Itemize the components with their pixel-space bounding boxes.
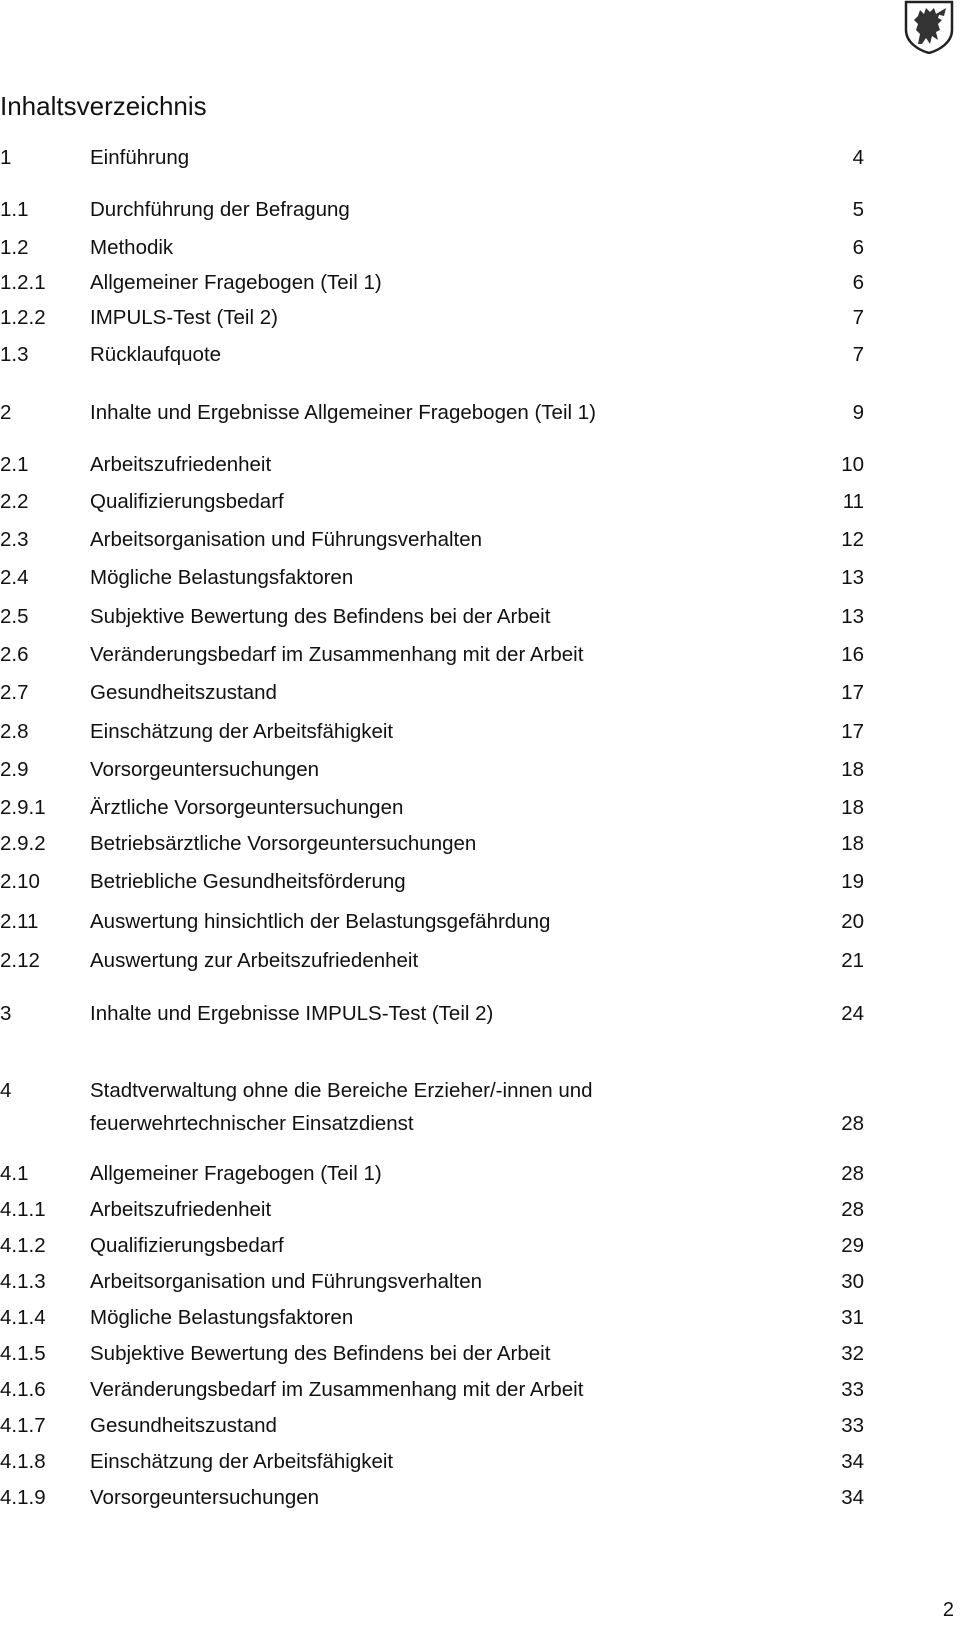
coat-of-arms-lion-icon	[902, 0, 956, 54]
toc-entry	[0, 718, 864, 746]
toc-entry	[0, 488, 864, 516]
toc-section-title: Allgemeiner Fragebogen (Teil 1)	[90, 271, 382, 294]
toc-section-number: 1.2	[0, 236, 29, 259]
toc-entry	[0, 234, 864, 262]
toc-section-number: 2.7	[0, 681, 29, 704]
toc-section-number: 2.9.2	[0, 832, 46, 855]
toc-section-number: 1.1	[0, 198, 29, 221]
toc-section-number: 4	[0, 1079, 12, 1102]
toc-section-title: Gesundheitszustand	[90, 1414, 277, 1437]
toc-page-number: 19	[841, 870, 864, 893]
toc-section-number: 4.1.6	[0, 1378, 46, 1401]
toc-page-number: 7	[852, 306, 864, 329]
toc-page-number: 6	[852, 236, 864, 259]
toc-section-number: 1	[0, 146, 12, 169]
toc-entry	[0, 144, 864, 172]
toc-section-title: Inhalte und Ergebnisse IMPULS-Test (Teil 2)	[90, 1002, 494, 1025]
toc-page-number: 13	[841, 566, 864, 589]
toc-section-number: 2	[0, 401, 12, 424]
toc-section-number: 2.5	[0, 605, 29, 628]
toc-section-title: Veränderungsbedarf im Zusammenhang mit der Arbeit	[90, 643, 584, 666]
toc-entry	[0, 196, 864, 224]
toc-section-title: Qualifizierungsbedarf	[90, 1234, 284, 1257]
toc-entry	[0, 1077, 864, 1141]
toc-page-number: 17	[841, 681, 864, 704]
toc-section-title: Subjektive Bewertung des Befindens bei der Arbeit	[90, 1342, 551, 1365]
toc-entry	[0, 947, 864, 975]
toc-page-number: 32	[841, 1342, 864, 1365]
toc-section-number: 4.1.5	[0, 1342, 46, 1365]
toc-section-number: 2.2	[0, 490, 29, 513]
toc-page-number: 29	[841, 1234, 864, 1257]
toc-page-number: 17	[841, 720, 864, 743]
toc-section-number: 2.10	[0, 870, 40, 893]
toc-section-title: Vorsorgeuntersuchungen	[90, 758, 320, 781]
toc-page-number: 10	[841, 453, 864, 476]
toc-entry	[0, 1484, 864, 1512]
toc-section-title: Betriebsärztliche Vorsorgeuntersuchungen	[90, 832, 477, 855]
toc-section-number: 2.6	[0, 643, 29, 666]
toc-section-title: Mögliche Belastungsfaktoren	[90, 1306, 354, 1329]
toc-section-title: Rücklaufquote	[90, 343, 222, 366]
toc-entry	[0, 526, 864, 554]
toc-section-number: 1.2.2	[0, 306, 46, 329]
toc-entry	[0, 1340, 864, 1368]
toc-page-number: 30	[841, 1270, 864, 1293]
toc-page-number: 34	[841, 1486, 864, 1509]
toc-section-number: 2.11	[0, 910, 39, 933]
toc-section-number: 4.1.8	[0, 1450, 46, 1473]
toc-section-title: Auswertung hinsichtlich der Belastungsgefährdung	[90, 910, 551, 933]
toc-page-number: 24	[841, 1002, 864, 1025]
toc-section-number: 4.1	[0, 1162, 29, 1185]
toc-entry	[0, 1376, 864, 1404]
toc-entry	[0, 603, 864, 631]
page-title: Inhaltsverzeichnis	[0, 91, 207, 121]
toc-page-number: 18	[841, 758, 864, 781]
toc-entry	[0, 868, 864, 896]
toc-entry	[0, 564, 864, 592]
toc-section-title: Ärztliche Vorsorgeuntersuchungen	[90, 796, 404, 819]
toc-page-number: 6	[852, 271, 864, 294]
toc-section-title: Subjektive Bewertung des Befindens bei der Arbeit	[90, 605, 551, 628]
toc-entry	[0, 1160, 864, 1188]
toc-entry	[0, 756, 864, 784]
toc-section-title: Stadtverwaltung ohne die Bereiche Erzieher/-innen und	[90, 1079, 593, 1102]
toc-page-number: 34	[841, 1450, 864, 1473]
toc-section-number: 2.1	[0, 453, 29, 476]
toc-section-number: 4.1.1	[0, 1198, 46, 1221]
toc-section-number: 4.1.3	[0, 1270, 46, 1293]
toc-section-number: 1.3	[0, 343, 29, 366]
toc-section-title: Einschätzung der Arbeitsfähigkeit	[90, 1450, 394, 1473]
toc-section-number: 4.1.4	[0, 1306, 46, 1329]
toc-page-number: 20	[841, 910, 864, 933]
toc-section-number: 4.1.9	[0, 1486, 46, 1509]
toc-section-title: Durchführung der Befragung	[90, 198, 350, 221]
toc-section-title: Arbeitszufriedenheit	[90, 453, 272, 476]
toc-section-number: 2.3	[0, 528, 29, 551]
toc-page-number: 28	[841, 1162, 864, 1185]
page-number: 2	[942, 1599, 954, 1621]
toc-entry	[0, 794, 864, 822]
toc-page-number: 13	[841, 605, 864, 628]
toc-section-title: IMPULS-Test (Teil 2)	[90, 306, 278, 329]
toc-section-number: 4.1.2	[0, 1234, 46, 1257]
toc-section-title: Einführung	[90, 146, 190, 169]
toc-entry	[0, 1000, 864, 1028]
toc-entry	[0, 341, 864, 369]
toc-section-title: Methodik	[90, 236, 174, 259]
toc-section-title: Auswertung zur Arbeitszufriedenheit	[90, 949, 419, 972]
toc-entry	[0, 1196, 864, 1224]
toc-entry	[0, 1232, 864, 1260]
toc-page-number: 16	[841, 643, 864, 666]
toc-section-number: 2.9.1	[0, 796, 46, 819]
toc-entry	[0, 679, 864, 707]
toc-entry	[0, 1268, 864, 1296]
toc-page-number: 33	[841, 1378, 864, 1401]
toc-section-title: Gesundheitszustand	[90, 681, 277, 704]
toc-page-number: 18	[841, 832, 864, 855]
toc-entry	[0, 641, 864, 669]
toc-section-number: 2.9	[0, 758, 29, 781]
toc-page-number: 5	[852, 198, 864, 221]
toc-section-title: Mögliche Belastungsfaktoren	[90, 566, 354, 589]
toc-page-number: 11	[842, 490, 864, 513]
toc-section-title: Betriebliche Gesundheitsförderung	[90, 870, 406, 893]
toc-section-title: Arbeitszufriedenheit	[90, 1198, 272, 1221]
toc-page-number: 9	[852, 401, 864, 424]
toc-entry	[0, 830, 864, 858]
toc-page-number: 28	[841, 1198, 864, 1221]
toc-section-title: Veränderungsbedarf im Zusammenhang mit der Arbeit	[90, 1378, 584, 1401]
toc-section-number: 2.8	[0, 720, 29, 743]
toc-section-number: 3	[0, 1002, 12, 1025]
toc-entry	[0, 269, 864, 297]
toc-page-number: 12	[841, 528, 864, 551]
toc-entry	[0, 908, 864, 936]
toc-section-number: 4.1.7	[0, 1414, 46, 1437]
toc-section-title: Allgemeiner Fragebogen (Teil 1)	[90, 1162, 382, 1185]
toc-section-title: Arbeitsorganisation und Führungsverhalten	[90, 528, 483, 551]
toc-entry	[0, 451, 864, 479]
toc-section-number: 2.4	[0, 566, 29, 589]
toc-page-number: 28	[841, 1112, 864, 1135]
toc-page-number: 33	[841, 1414, 864, 1437]
toc-entry	[0, 304, 864, 332]
toc-entry	[0, 1304, 864, 1332]
toc-page-number: 21	[841, 949, 864, 972]
toc-section-title: Qualifizierungsbedarf	[90, 490, 284, 513]
toc-entry	[0, 1448, 864, 1476]
toc-section-title: Einschätzung der Arbeitsfähigkeit	[90, 720, 394, 743]
toc-section-title: Vorsorgeuntersuchungen	[90, 1486, 320, 1509]
toc-page-number: 4	[852, 146, 864, 169]
toc-section-title: Arbeitsorganisation und Führungsverhalten	[90, 1270, 483, 1293]
toc-section-number: 2.12	[0, 949, 40, 972]
toc-section-title-continued: feuerwehrtechnischer Einsatzdienst	[90, 1112, 414, 1135]
toc-page-number: 7	[852, 343, 864, 366]
toc-page-number: 31	[841, 1306, 864, 1329]
toc-entry	[0, 1412, 864, 1440]
toc-page-number: 18	[841, 796, 864, 819]
toc-section-number: 1.2.1	[0, 271, 46, 294]
toc-entry	[0, 399, 864, 427]
toc-section-title: Inhalte und Ergebnisse Allgemeiner Fragebogen (Teil 1)	[90, 401, 596, 424]
